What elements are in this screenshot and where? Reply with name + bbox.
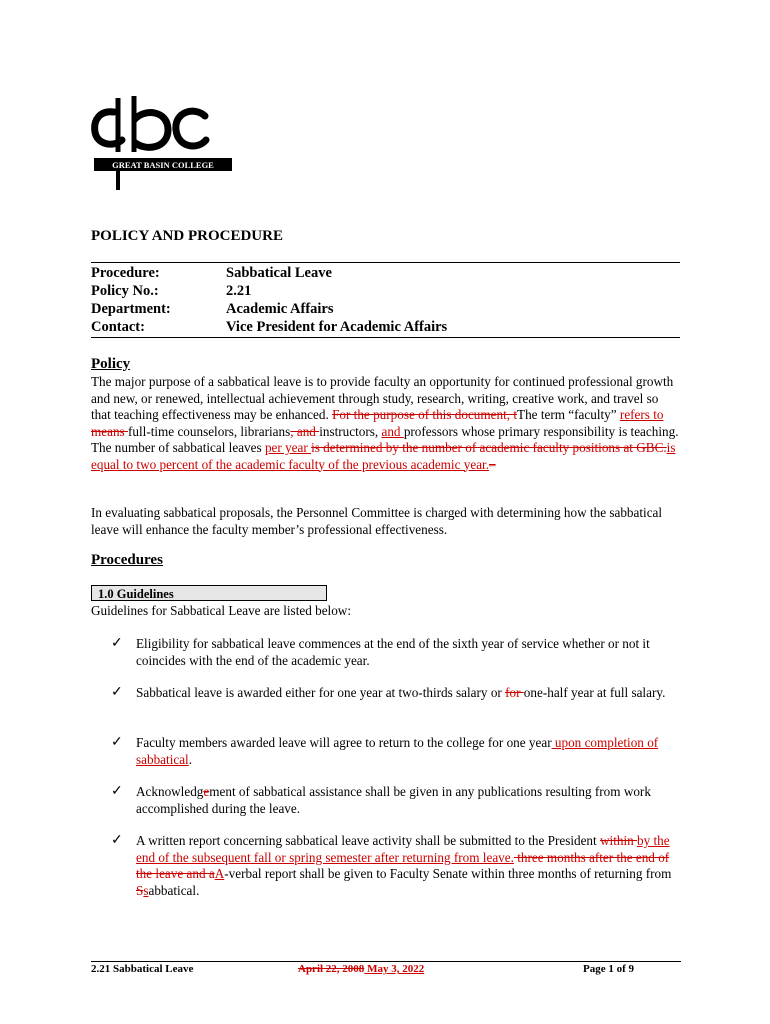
policy-heading: Policy: [91, 356, 131, 372]
inserted-text: by the end of the subsequent fall or spring semester after returning from leave.: [136, 833, 670, 865]
body-text: Acknowledg: [136, 784, 204, 799]
guideline-bullet-1: [111, 636, 683, 669]
svg-text:GREAT BASIN COLLEGE: GREAT BASIN COLLEGE: [112, 160, 214, 170]
deleted-text: is determined by the number of academic faculty positions at GBC.: [311, 440, 667, 455]
inserted-text: and: [381, 423, 404, 439]
checkmark-icon: ✓: [111, 833, 123, 848]
body-text: full-time counselors, librarians: [128, 423, 291, 439]
meta-department: Department: Academic Affairs: [91, 301, 334, 317]
deleted-text: , and: [290, 423, 320, 439]
inserted-text: A: [214, 866, 225, 881]
checkmark-icon: ✓: [111, 784, 123, 799]
guidelines-section-box: 1.0 Guidelines: [91, 585, 327, 601]
checkmark-icon: ✓: [111, 636, 123, 651]
inserted-text: refers to: [619, 407, 664, 422]
document-title: POLICY AND PROCEDURE: [91, 228, 283, 244]
deleted-text: S: [136, 882, 144, 898]
body-text: professors whose primary responsibility is teaching. The number of sabbatical leaves: [91, 423, 679, 455]
body-text: -verbal report shall be given to Faculty Senate within three months of returning from: [224, 866, 672, 881]
deleted-text: For the purpose of this document, t: [332, 407, 518, 422]
meta-policy-no: Policy No.: 2.21: [91, 283, 252, 299]
footer-rule: [91, 961, 681, 962]
guidelines-intro: Guidelines for Sabbatical Leave are listed below:: [91, 603, 351, 618]
deleted-text: e: [203, 784, 210, 799]
footer-page-number: Page 1 of 9: [583, 963, 635, 975]
guideline-bullet-2: [111, 685, 683, 702]
policy-paragraph-2: In evaluating sabbatical proposals, the Personnel Committee is charged with determining how the sabbatical leave will enhance the faculty member’s professional effectiveness.: [91, 505, 663, 537]
great-basin-college-logo: [88, 92, 234, 192]
body-text: abbatical.: [148, 882, 200, 898]
body-text: A written report concerning sabbatical leave activity shall be submitted to the President: [136, 833, 600, 848]
policy-paragraph-1: [91, 374, 681, 473]
deleted-text: means: [91, 423, 128, 439]
footer-doc-id: 2.21 Sabbatical Leave: [91, 963, 194, 975]
meta-procedure: Procedure: Sabbatical Leave: [91, 265, 332, 281]
meta-contact: Contact: Vice President for Academic Affairs: [91, 319, 448, 335]
guideline-bullet-4: [111, 784, 683, 817]
footer-date: April 22, 2008 May 3, 2022: [298, 963, 425, 975]
header-rule-bottom: [91, 337, 680, 338]
checkmark-icon: ✓: [111, 735, 123, 750]
guideline-bullet-3: [111, 735, 683, 768]
body-text: one-half year at full salary.: [523, 685, 666, 700]
procedures-heading: Procedures: [91, 552, 163, 568]
inserted-text: per year: [264, 440, 312, 455]
body-text: instructors,: [319, 423, 382, 439]
inserted-text: is equal to two percent of the academic faculty of the previous academic year.: [91, 440, 676, 472]
body-text: ment of sabbatical assistance shall be given in any publications resulting from work accomplished during the leave.: [136, 784, 651, 816]
deleted-text: –: [489, 456, 496, 472]
body-text: Sabbatical leave is awarded either for one year at two-thirds salary or: [136, 685, 506, 700]
deleted-text: for: [505, 685, 524, 700]
checkmark-icon: ✓: [111, 685, 123, 700]
header-rule-top: [91, 262, 680, 263]
deleted-text: within: [600, 833, 637, 848]
guideline-bullet-5: [111, 833, 683, 899]
body-text: The major purpose of a sabbatical leave is to provide faculty an opportunity for continued professional growth and new, or renewed, intellectual achievement through study, research, writing, creative work, and travel so that teaching effectiveness may be enhanced.: [91, 374, 674, 422]
body-text: The term “faculty”: [517, 407, 620, 422]
inserted-text: s: [143, 882, 149, 898]
body-text: .: [188, 751, 193, 767]
deleted-text: three months after the end of the leave and a: [136, 849, 670, 881]
body-text: Eligibility for sabbatical leave commences at the end of the sixth year of service whether or not it coincides with the end of the academic year.: [136, 636, 650, 668]
body-text: Faculty members awarded leave will agree to return to the college for one year: [136, 735, 552, 750]
inserted-text: upon completion of sabbatical: [136, 735, 659, 767]
